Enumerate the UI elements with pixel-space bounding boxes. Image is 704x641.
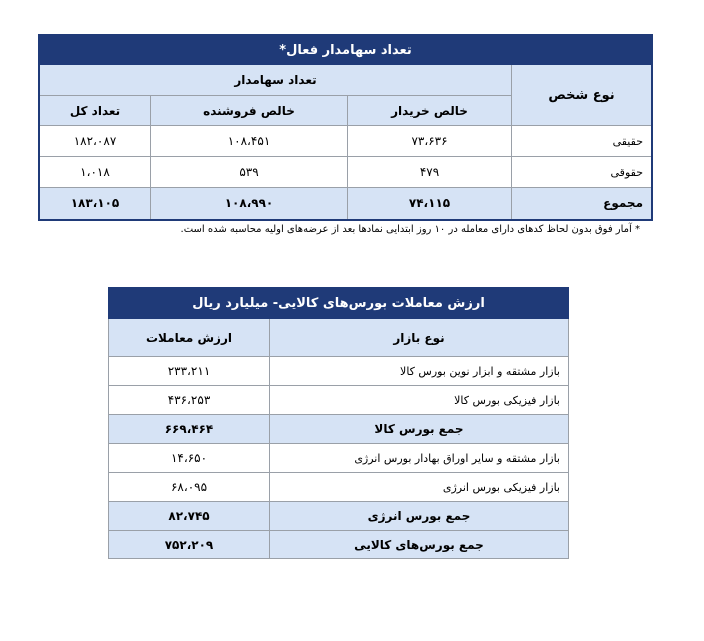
sum-label: مجموع — [512, 188, 653, 220]
market-cell: جمع بورس انرژی — [270, 502, 569, 531]
value-header: ارزش معاملات — [109, 319, 270, 357]
value-cell: ۷۵۲،۲۰۹ — [109, 531, 270, 559]
person-type-cell: حقیقی — [512, 126, 653, 157]
table-footnote: * آمار فوق بدون لحاظ کدهای دارای معامله در ۱۰ روز ابتدایی نمادها بعد از عرضه‌های اولیه محاسبه شده است. — [180, 224, 640, 235]
person-type-cell: حقوقی — [512, 157, 653, 188]
table-row — [109, 473, 569, 502]
grand-total-row — [109, 531, 569, 559]
value-cell: ۱۴،۶۵۰ — [109, 444, 270, 473]
value-cell: ۲۳۳،۲۱۱ — [109, 357, 270, 386]
total-header: تعداد کل — [39, 96, 151, 126]
sum-net-buyer: ۷۴،۱۱۵ — [348, 188, 512, 220]
total-cell: ۱،۰۱۸ — [39, 157, 151, 188]
market-cell: بازار مشتقه و سایر اوراق بهادار بورس انرژی — [270, 444, 569, 473]
table-row — [109, 386, 569, 415]
table-row — [39, 126, 652, 157]
net-seller-cell: ۵۳۹ — [151, 157, 348, 188]
shareholders-header: تعداد سهامدار — [39, 65, 512, 96]
market-header: نوع بازار — [270, 319, 569, 357]
subtotal-row — [109, 502, 569, 531]
table-row — [109, 444, 569, 473]
value-cell: ۸۲،۷۴۵ — [109, 502, 270, 531]
market-cell: جمع بورس‌های کالایی — [270, 531, 569, 559]
net-buyer-header: خالص خریدار — [348, 96, 512, 126]
net-seller-header: خالص فروشنده — [151, 96, 348, 126]
table-row — [39, 157, 652, 188]
value-cell: ۶۶۹،۴۶۴ — [109, 415, 270, 444]
net-seller-cell: ۱۰۸،۴۵۱ — [151, 126, 348, 157]
subtotal-row — [109, 415, 569, 444]
table1-title: تعداد سهامدار فعال* — [39, 35, 652, 65]
commodity-exchange-value-table — [108, 287, 569, 559]
table2-title: ارزش معاملات بورس‌های کالایی- میلیارد ریال — [109, 288, 569, 319]
table-row — [109, 357, 569, 386]
sum-net-seller: ۱۰۸،۹۹۰ — [151, 188, 348, 220]
sum-row — [39, 188, 652, 220]
active-shareholders-table — [38, 34, 653, 221]
market-cell: جمع بورس کالا — [270, 415, 569, 444]
market-cell: بازار مشتقه و ابزار نوین بورس کالا — [270, 357, 569, 386]
person-type-header: نوع شخص — [512, 65, 653, 126]
total-cell: ۱۸۲،۰۸۷ — [39, 126, 151, 157]
value-cell: ۶۸،۰۹۵ — [109, 473, 270, 502]
net-buyer-cell: ۷۳،۶۳۶ — [348, 126, 512, 157]
sum-total: ۱۸۳،۱۰۵ — [39, 188, 151, 220]
market-cell: بازار فیزیکی بورس کالا — [270, 386, 569, 415]
net-buyer-cell: ۴۷۹ — [348, 157, 512, 188]
value-cell: ۴۳۶،۲۵۳ — [109, 386, 270, 415]
market-cell: بازار فیزیکی بورس انرژی — [270, 473, 569, 502]
